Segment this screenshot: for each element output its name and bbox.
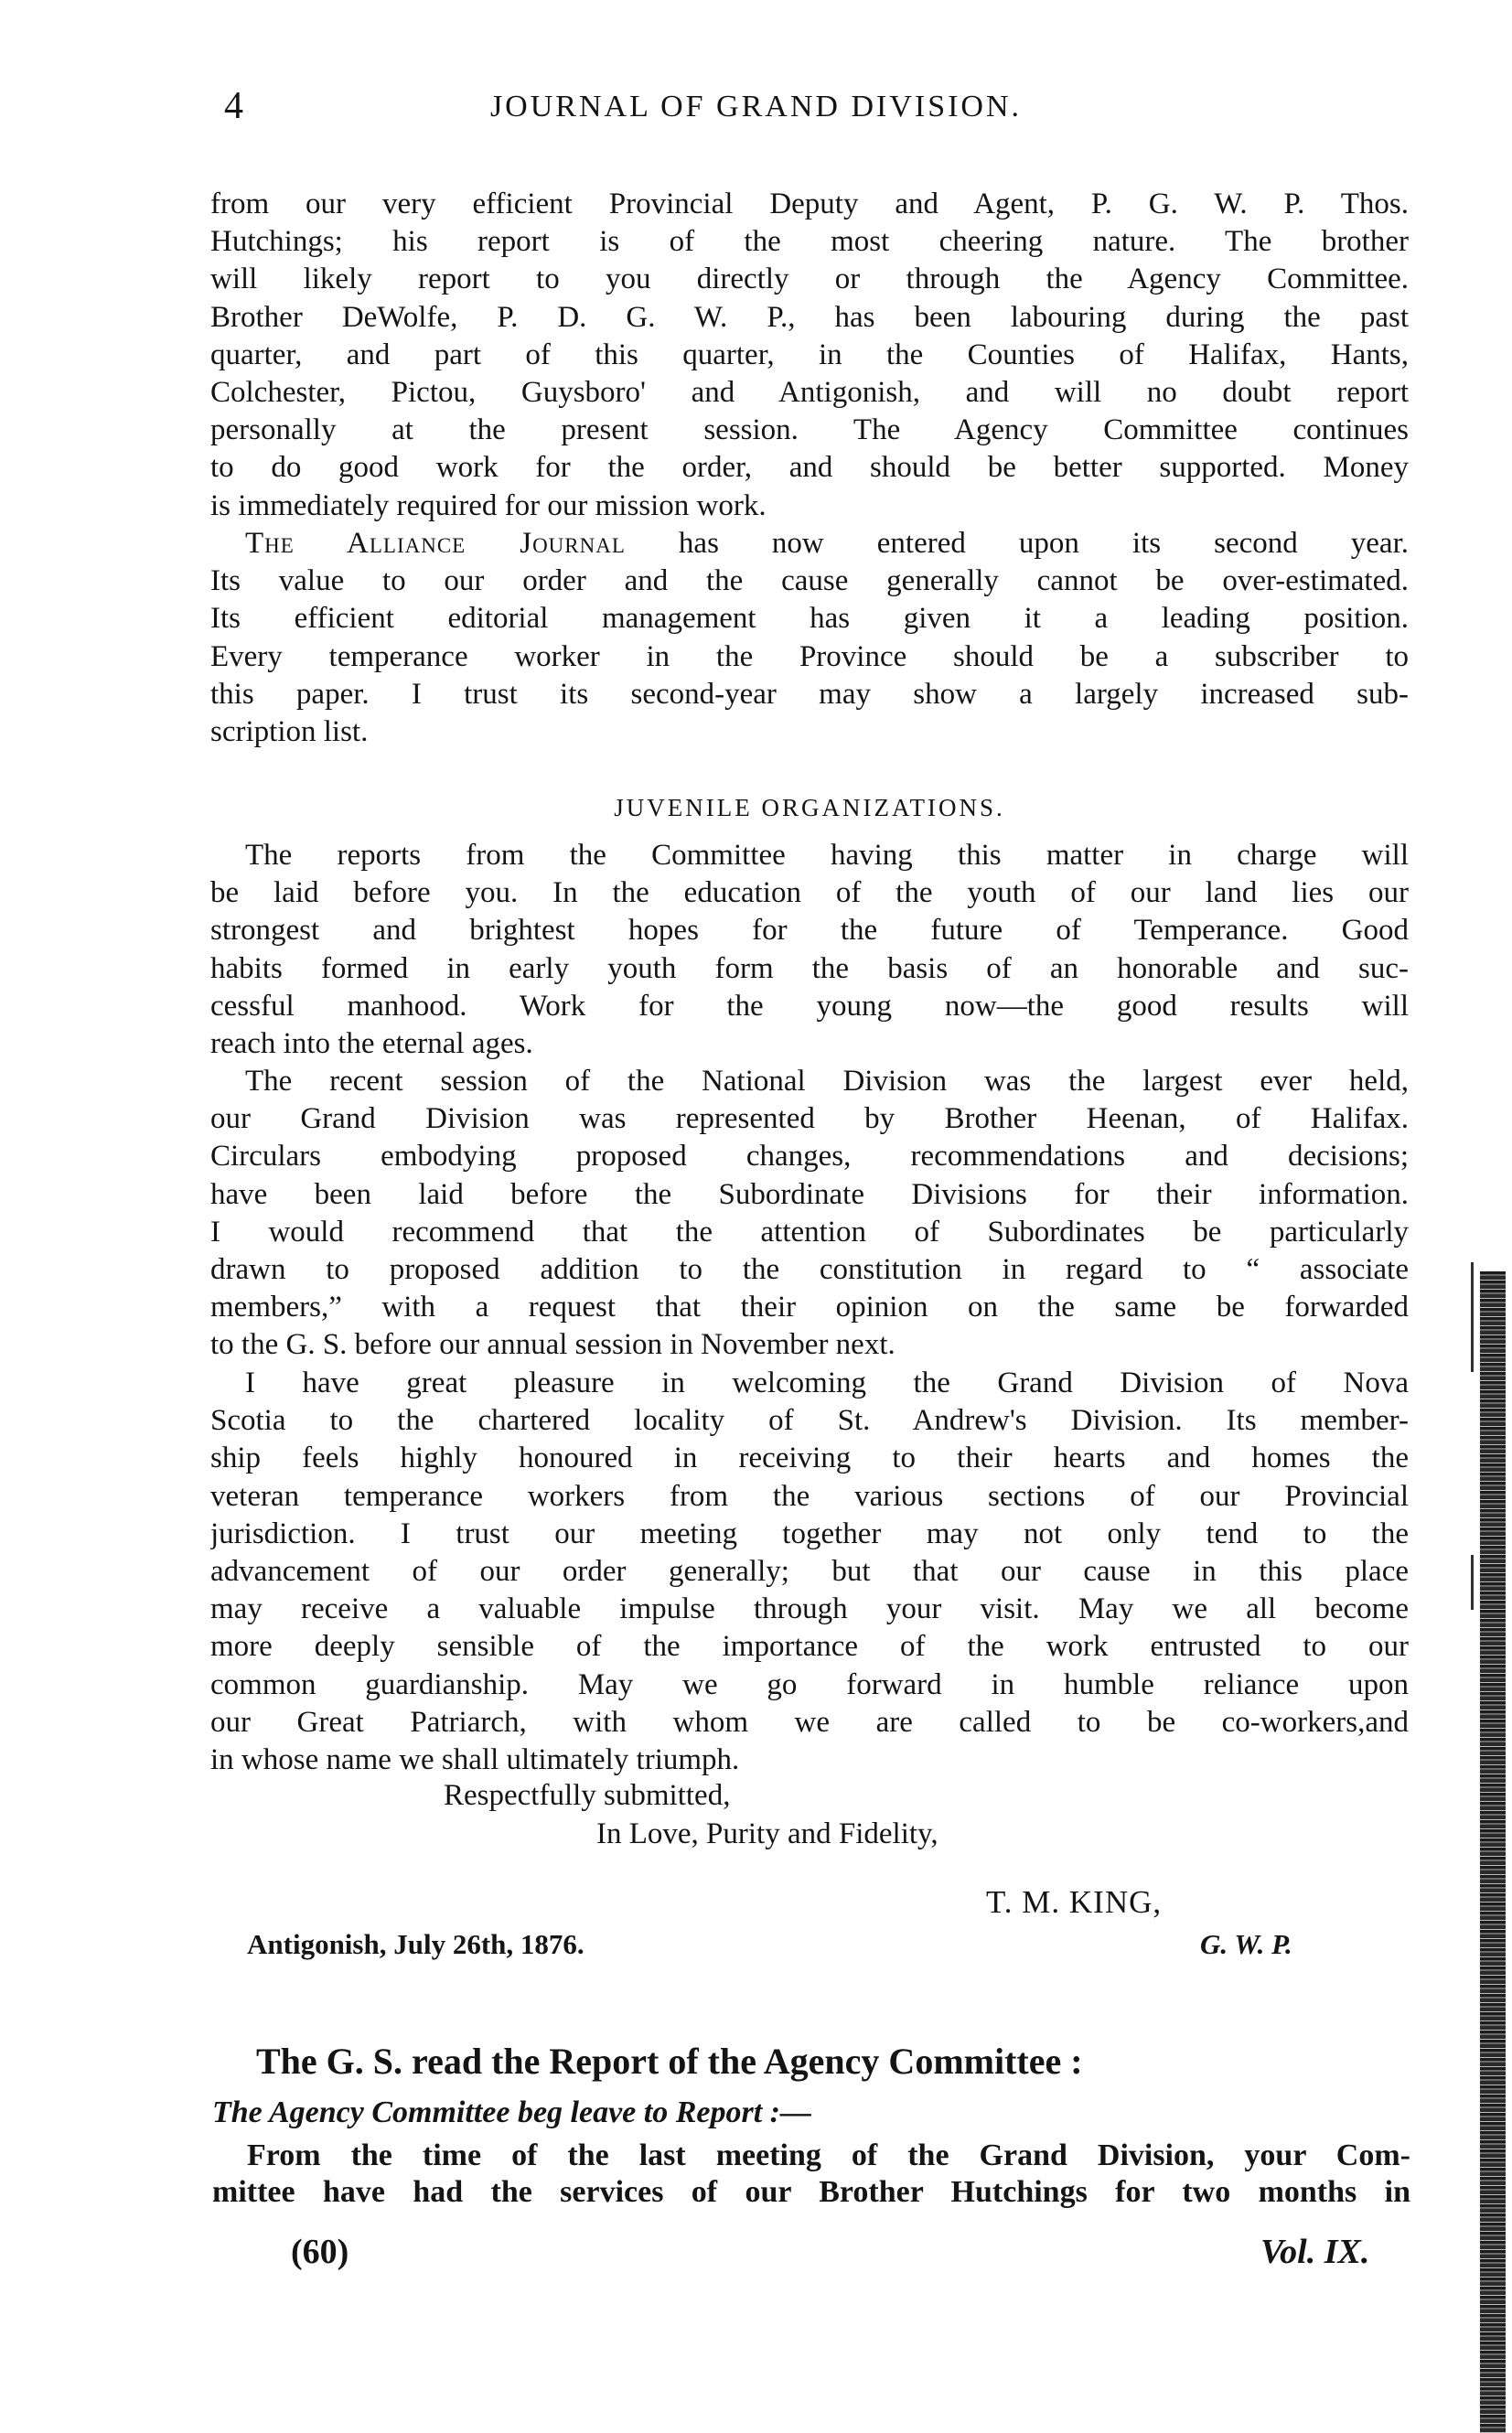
text-line: scription list. xyxy=(210,714,369,748)
paragraph-agency xyxy=(212,2138,1410,2211)
text-line: from our very efficient Provincial Deputy and Agent, P. G. W. P. Thos. xyxy=(210,188,1409,220)
text-line: Its efficient editorial management has given it a leading position. xyxy=(210,602,1409,636)
text-line: Brother DeWolfe, P. D. G. W. P., has been labouring during the past xyxy=(210,300,1409,334)
text-line: Its value to our order and the cause generally cannot be over-estimated. xyxy=(210,564,1409,598)
text-line: From the time of the last meeting of the Grand Division, your Com- xyxy=(247,2138,1410,2172)
text-line: our Great Patriarch, with whom we are called to be co-workers,and xyxy=(210,1705,1409,1739)
text-line: is immediately required for our mission work. xyxy=(210,488,767,522)
text-line: advancement of our order generally; but that our cause in this place xyxy=(210,1554,1409,1588)
text-line: to the G. S. before our annual session in November next. xyxy=(210,1328,895,1362)
text-line: Circulars embodying proposed changes, recommendations and decisions; xyxy=(210,1140,1409,1174)
text-line: common guardianship. May we go forward in humble reliance upon xyxy=(210,1667,1409,1701)
paragraph-welcome xyxy=(210,1365,1409,1779)
text-line: be laid before you. In the education of the youth of our land lies our xyxy=(210,876,1409,910)
text-line: habits formed in early youth form the basis of an honorable and suc- xyxy=(210,951,1409,985)
text-line: more deeply sensible of the importance of the work entrusted to our xyxy=(210,1630,1409,1664)
text-line: Colchester, Pictou, Guysboro' and Antigonish, and will no doubt report xyxy=(210,375,1409,409)
text-line: Scotia to the chartered locality of St. Andrew's Division. Its member- xyxy=(210,1404,1409,1438)
paragraph-agent-report xyxy=(210,186,1409,525)
paragraph-juvenile xyxy=(210,837,1409,1063)
agency-report-heading: The G. S. read the Report of the Agency Committee : xyxy=(256,2041,1083,2082)
signatory-title: G. W. P. xyxy=(1200,1928,1292,1960)
page-header xyxy=(0,84,1512,139)
place-date: Antigonish, July 26th, 1876. xyxy=(247,1928,584,1960)
text-span: has now entered upon its second year. xyxy=(625,527,1409,560)
text-line: drawn to proposed addition to the constitution in regard to “ associate xyxy=(210,1252,1409,1286)
page-edge-mark xyxy=(1471,1262,1474,1372)
text-line: quarter, and part of this quarter, in the Counties of Halifax, Hants, xyxy=(210,338,1409,371)
journal-title: The Alliance Journal xyxy=(245,527,626,560)
text-line: Every temperance worker in the Province should be a subscriber to xyxy=(210,639,1409,673)
text-line: The reports from the Committee having this matter in charge will xyxy=(245,839,1409,872)
agency-report-subheading: The Agency Committee beg leave to Report :— xyxy=(212,2095,811,2129)
page-edge-mark xyxy=(1471,1555,1474,1610)
text-line: cessful manhood. Work for the young now—the good results will xyxy=(210,989,1409,1023)
text-line: mittee have had the services of our Brother Hutchings for two months in xyxy=(212,2175,1410,2209)
text-line: jurisdiction. I trust our meeting together may not only tend to the xyxy=(210,1517,1409,1550)
text-line: ship feels highly honoured in receiving to their hearts and homes the xyxy=(210,1442,1409,1475)
closing-submitted: Respectfully submitted, xyxy=(444,1779,731,1812)
page-number: 4 xyxy=(224,85,243,127)
paragraph-alliance-journal xyxy=(210,525,1409,751)
signature: T. M. KING, xyxy=(986,1884,1163,1920)
text-line: may receive a valuable impulse through your visit. May we all become xyxy=(210,1592,1409,1626)
text-line: in whose name we shall ultimately triumph. xyxy=(210,1742,740,1776)
text-line: The recent session of the National Division was the largest ever held, xyxy=(245,1065,1409,1098)
text-line: veteran temperance workers from the various sections of our Provincial xyxy=(210,1479,1409,1513)
closing-salutation: In Love, Purity and Fidelity, xyxy=(596,1817,938,1850)
text-line: I have great pleasure in welcoming the Grand Division of Nova xyxy=(245,1367,1409,1399)
text-line: our Grand Division was represented by Brother Heenan, of Halifax. xyxy=(210,1102,1409,1136)
running-head: JOURNAL OF GRAND DIVISION. xyxy=(489,90,1023,123)
text-line: to do good work for the order, and should be better supported. Money xyxy=(210,451,1409,485)
text-line: personally at the present session. The Agency Committee continues xyxy=(210,413,1409,447)
text-line: reach into the eternal ages. xyxy=(210,1026,533,1060)
text-line: this paper. I trust its second-year may show a largely increased sub- xyxy=(210,677,1409,711)
text-line: will likely report to you directly or through the Agency Committee. xyxy=(210,263,1409,296)
text-line: I would recommend that the attention of Subordinates be particularly xyxy=(210,1215,1409,1249)
footer-page-marker: (60) xyxy=(291,2233,349,2271)
text-line: Hutchings; his report is of the most cheering nature. The brother xyxy=(210,225,1409,259)
section-heading: JUVENILE ORGANIZATIONS. xyxy=(614,794,1005,821)
scanned-page-edge xyxy=(1480,1271,1506,2433)
text-line: members,” with a request that their opinion on the same be forwarded xyxy=(210,1291,1409,1324)
text-line xyxy=(210,525,1409,563)
paragraph-national-division xyxy=(210,1063,1409,1365)
footer-volume: Vol. IX. xyxy=(1260,2233,1370,2271)
text-line: strongest and brightest hopes for the future of Temperance. Good xyxy=(210,914,1409,948)
text-line: have been laid before the Subordinate Divisions for their information. xyxy=(210,1177,1409,1211)
section-juvenile xyxy=(210,782,1409,833)
